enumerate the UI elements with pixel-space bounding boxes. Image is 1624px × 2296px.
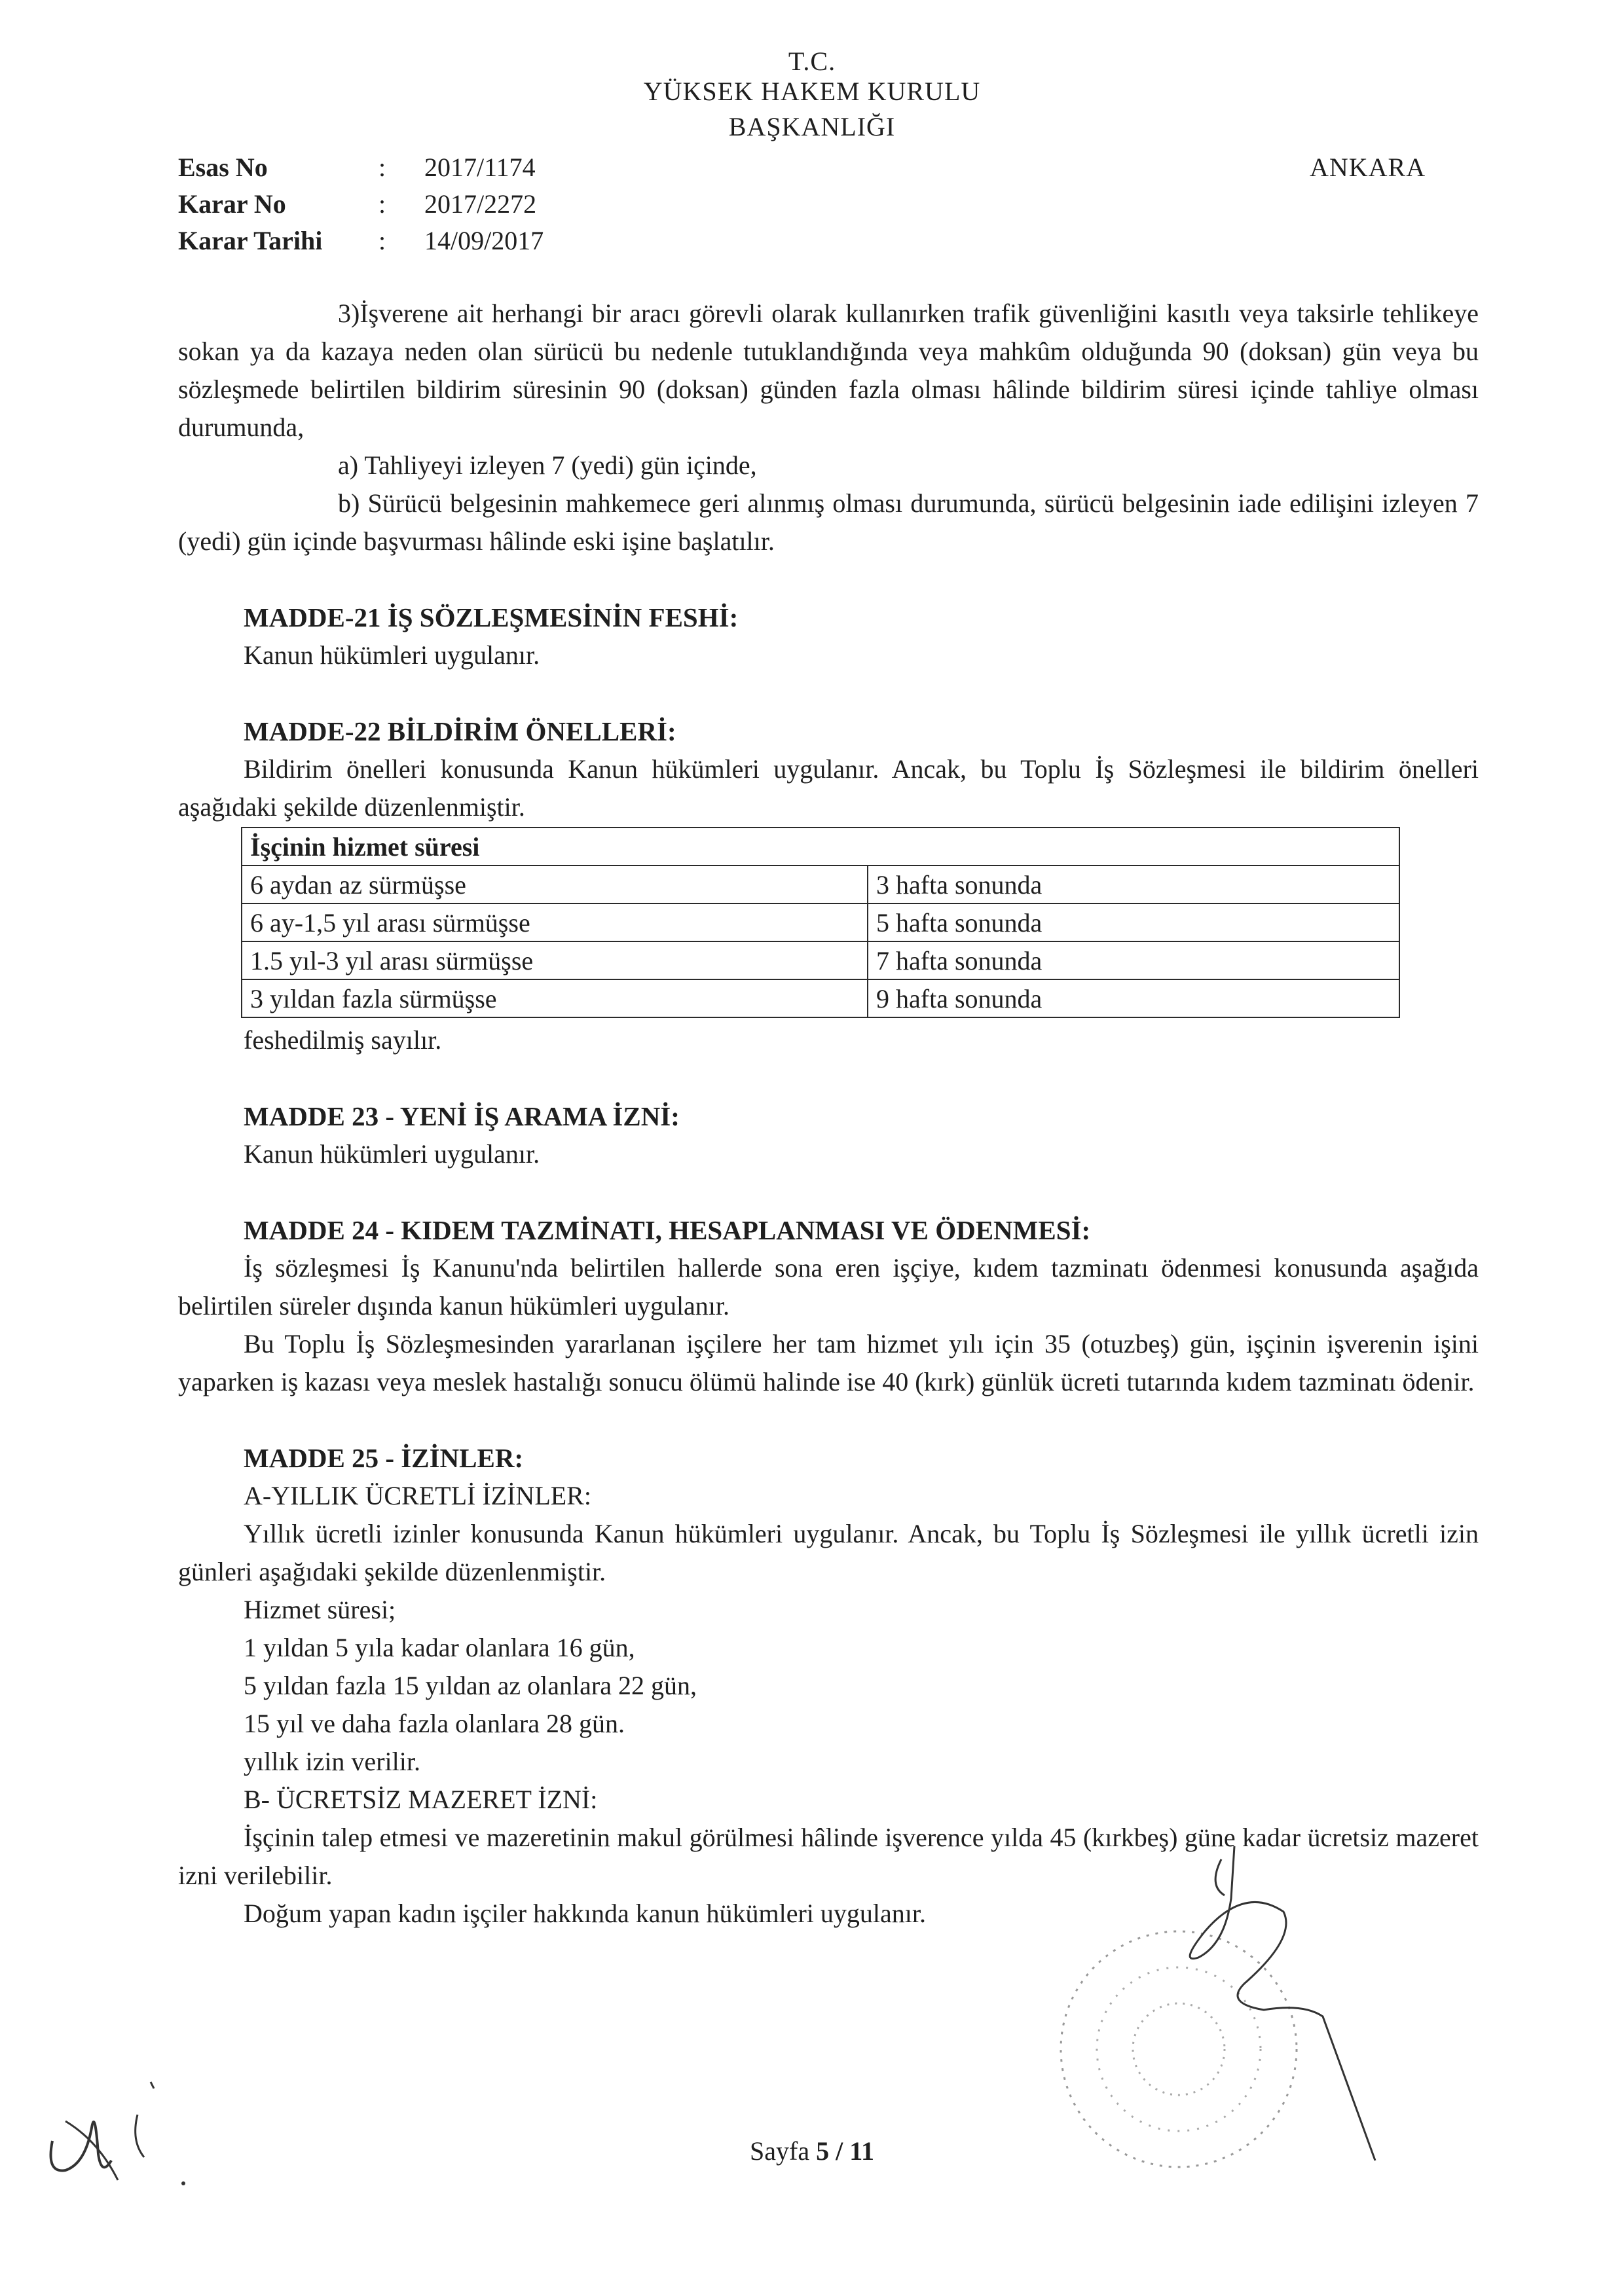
madde-25-a-text: Yıllık ücretli izinler konusunda Kanun hükümleri uygulanır. Ancak, bu Toplu İş Sözleşmesi ile yıllık ücretli izin günleri aşağıdaki şekilde düzenlenmiştir. — [178, 1519, 1479, 1586]
clause-a: a) Tahliyeyi izleyen 7 (yedi) gün içinde, — [338, 450, 757, 480]
clause-b: b) Sürücü belgesinin mahkemece geri alınmış olması durumunda, sürücü belgesinin iade edilişini izleyen 7 (yedi) gün içinde başvurması hâlinde eski işine başlatılır. — [178, 488, 1479, 556]
header-city: ANKARA — [1310, 153, 1426, 182]
madde-25-title: MADDE 25 - İZİNLER: — [244, 1443, 524, 1473]
madde-21-text: Kanun hükümleri uygulanır. — [244, 640, 540, 670]
madde-21-title: MADDE-21 İŞ SÖZLEŞMESİNİN FESHİ: — [244, 602, 739, 632]
page-footer — [0, 2136, 1624, 2166]
table-cell-period: 6 aydan az sürmüşse — [242, 866, 868, 903]
madde-25-b-text2: Doğum yapan kadın işçiler hakkında kanun hükümleri uygulanır. — [244, 1899, 926, 1928]
madde-25-a-title: A-YILLIK ÜCRETLİ İZİNLER: — [244, 1481, 591, 1510]
clause-3-paragraph: 3)İşverene ait herhangi bir aracı görevli olarak kullanırken trafik güvenliğini kasıtlı veya taksirle tehlikeye sokan ya da kazaya neden olan sürücü bu nedenle tutuklandığında veya mahkûm olduğunda 90 (doksan) gün veya bu sözleşmede belirtilen bildirim süresinin 90 (doksan) günden fazla olması hâlinde bildirim süresi içinde tahliye olması durumunda, — [178, 299, 1479, 442]
table-header-cell: İşçinin hizmet süresi — [242, 828, 1399, 866]
table-cell-notice: 3 hafta sonunda — [868, 866, 1399, 903]
madde-23-text: Kanun hükümleri uygulanır. — [244, 1139, 540, 1169]
table-header-row — [242, 828, 1399, 866]
table-cell-period: 1.5 yıl-3 yıl arası sürmüşse — [242, 941, 868, 979]
notice-period-table — [241, 827, 1400, 1018]
table-cell-notice: 7 hafta sonunda — [868, 941, 1399, 979]
service-item: 15 yıl ve daha fazla olanlara 28 gün. — [244, 1709, 625, 1738]
meta-row-tarih — [178, 223, 544, 259]
signature-left-icon — [39, 2043, 196, 2200]
service-item: 1 yıldan 5 yıla kadar olanlara 16 gün, — [244, 1633, 635, 1662]
meta-label: Karar No — [178, 189, 286, 219]
madde-25-b-text: İşçinin talep etmesi ve mazeretinin makul görülmesi hâlinde işverence yılda 45 (kırkbeş) güne kadar ücretsiz mazeret izni verilebilir. — [178, 1823, 1479, 1890]
footer-page-number: 5 / 11 — [816, 2136, 874, 2166]
madde-22-text: Bildirim önelleri konusunda Kanun hükümleri uygulanır. Ancak, bu Toplu İş Sözleşmesi ile bildirim önelleri aşağıdaki şekilde düzenlenmiştir. — [178, 754, 1479, 822]
table-cell-period: 3 yıldan fazla sürmüşse — [242, 979, 868, 1017]
footer-prefix: Sayfa — [750, 2136, 810, 2166]
madde-25-b-title: B- ÜCRETSİZ MAZERET İZNİ: — [244, 1785, 598, 1814]
table-cell-notice: 9 hafta sonunda — [868, 979, 1399, 1017]
meta-value: 14/09/2017 — [424, 226, 544, 255]
madde-24-title: MADDE 24 - KIDEM TAZMİNATI, HESAPLANMASI VE ÖDENMESİ: — [244, 1215, 1091, 1245]
service-item: 5 yıldan fazla 15 yıldan az olanlara 22 gün, — [244, 1671, 697, 1700]
meta-value: 2017/1174 — [424, 153, 536, 182]
madde-24-p2: Bu Toplu İş Sözleşmesinden yararlanan işçilere her tam hizmet yılı için 35 (otuzbeş) gün, işçinin işverenin işini yaparken iş kazası veya meslek hastalığı sonucu ölümü halinde ise 40 (kırk) günlük ücreti tutarında kıdem tazminatı ödenir. — [178, 1329, 1479, 1396]
table-cell-period: 6 ay-1,5 yıl arası sürmüşse — [242, 903, 868, 941]
header-institution: YÜKSEK HAKEM KURULU — [643, 77, 981, 106]
body-block-1 — [178, 295, 1479, 826]
header-tc: T.C. — [788, 46, 836, 76]
meta-colon: : — [378, 153, 386, 182]
table-cell-notice: 5 hafta sonunda — [868, 903, 1399, 941]
case-meta — [178, 149, 544, 259]
madde-23-title: MADDE 23 - YENİ İŞ ARAMA İZNİ: — [244, 1101, 680, 1131]
leave-granted: yıllık izin verilir. — [244, 1747, 420, 1776]
service-label: Hizmet süresi; — [244, 1595, 396, 1624]
table-row — [242, 903, 1399, 941]
meta-value: 2017/2272 — [424, 189, 537, 219]
table-row — [242, 979, 1399, 1017]
meta-colon: : — [378, 226, 386, 255]
meta-label: Esas No — [178, 153, 268, 182]
header-department: BAŞKANLIĞI — [728, 112, 896, 141]
madde-22-title: MADDE-22 BİLDİRİM ÖNELLERİ: — [244, 716, 676, 746]
madde-22-after: feshedilmiş sayılır. — [244, 1025, 442, 1055]
meta-row-karar — [178, 186, 544, 223]
meta-row-esas — [178, 149, 544, 186]
meta-label: Karar Tarihi — [178, 226, 323, 255]
meta-colon: : — [378, 189, 386, 219]
table-row — [242, 941, 1399, 979]
body-block-2 — [178, 1021, 1479, 1933]
table-row — [242, 866, 1399, 903]
madde-24-p1: İş sözleşmesi İş Kanunu'nda belirtilen hallerde sona eren işçiye, kıdem tazminatı ödenmesi konusunda aşağıda belirtilen süreler dışında kanun hükümleri uygulanır. — [178, 1253, 1479, 1321]
